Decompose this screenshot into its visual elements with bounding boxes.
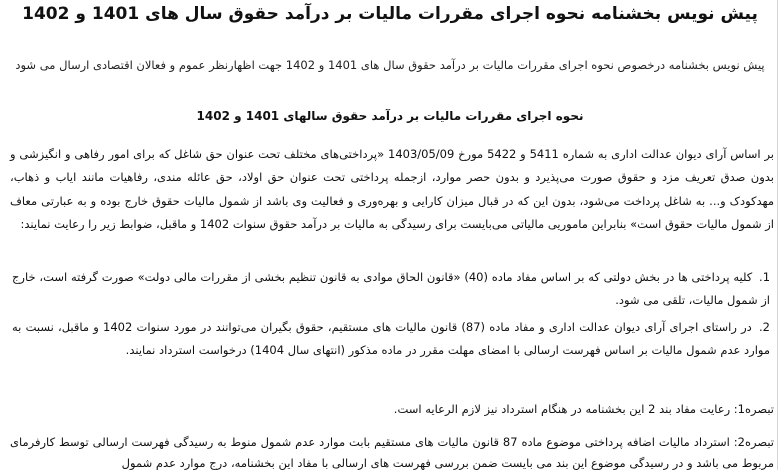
list-item-number: 2. <box>759 320 770 334</box>
body-paragraph: بر اساس آرای دیوان عدالت اداری به شماره 5411 و 5422 مورخ 1403/05/09 «پرداختی‌های مختلف تحت عنوان حق شاغل که برای امور رفاهی و انگیزشی و بدون صدق تعریف مزد و حقوق صورت می‌پذیرد و بدون حصر موارد، ازجمله پرداختی تحت عنوان حق اولاد، حق عائله مندی، رفاهیات مانند ایاب و ذهاب، مهدکودک و... به شاغل پرداخت می‌شود، بدون این که در قبال میزان کارایی و بهره‌وری و فعالیت وی باشد از شمول مالیات حقوق خارج بوده و به عبارتی معاف از شمول مالیات حقوق است» بنابراین ماموریی مالیاتی می‌بایست برای رسیدگی به مالیات بر درآمد حقوق سنوات 1402 و ماقبل، ضوابط زیر را رعایت نمایند: <box>10 147 775 231</box>
list-item <box>12 316 770 363</box>
section-heading: نحوه اجرای مقررات مالیات بر درآمد حقوق سالهای 1401 و 1402 <box>196 109 584 123</box>
list-item-number: 1. <box>759 270 771 284</box>
list-item-text: در راستای اجرای آرای دیوان عدالت اداری و مفاد ماده (87) قانون مالیات های مستقیم، حقوق بگیران می‌توانند در مورد سنوات 1402 و ماقبل، نسبت به موارد عدم شمول مالیات بر اساس فهرست ارسالی با امضای مهلت مقرر در ماده مذکور (انتهای سال 1404) درخواست استرداد نمایند. <box>12 320 770 358</box>
note-two: تبصره2: استرداد مالیات اضافه پرداختی موضوع ماده 87 قانون مالیات های مستقیم بابت موارد عدم شمول منوط به رسیدگی فهرست ارسالی توسط کارفرمای مربوط می باشد و در رسیدگی موضوع این بند می بایست ضمن بررسی فهرست های ارسالی با مفاد این بخشنامه، درج موارد عدم شمول <box>10 435 774 470</box>
list-item-text: کلیه پرداختی ها در بخش دولتی که بر اساس مفاد ماده (40) «قانون الحاق موادی به قانون تنظیم بخشی از مقررات مالی دولت» صورت گرفته است، خارج از شمول مالیات، تلقی می شود. <box>12 270 770 308</box>
note-one: تبصره1: رعایت مفاد بند 2 این بخشنامه در هنگام استرداد نیز لازم الرعایه است. <box>393 402 774 416</box>
list-item <box>12 266 770 313</box>
document-title: پیش نویس بخشنامه نحوه اجرای مقررات مالیات بر درآمد حقوق سال های 1401 و 1402 <box>22 4 758 24</box>
document-intro: پیش نویس بخشنامه درخصوص نحوه اجرای مقررات مالیات بر درآمد حقوق سال های 1401 و 1402 جهت اظهارنظر عموم و فعالان اقتصادی ارسال می شود <box>15 58 765 72</box>
page-right-border <box>777 0 778 470</box>
